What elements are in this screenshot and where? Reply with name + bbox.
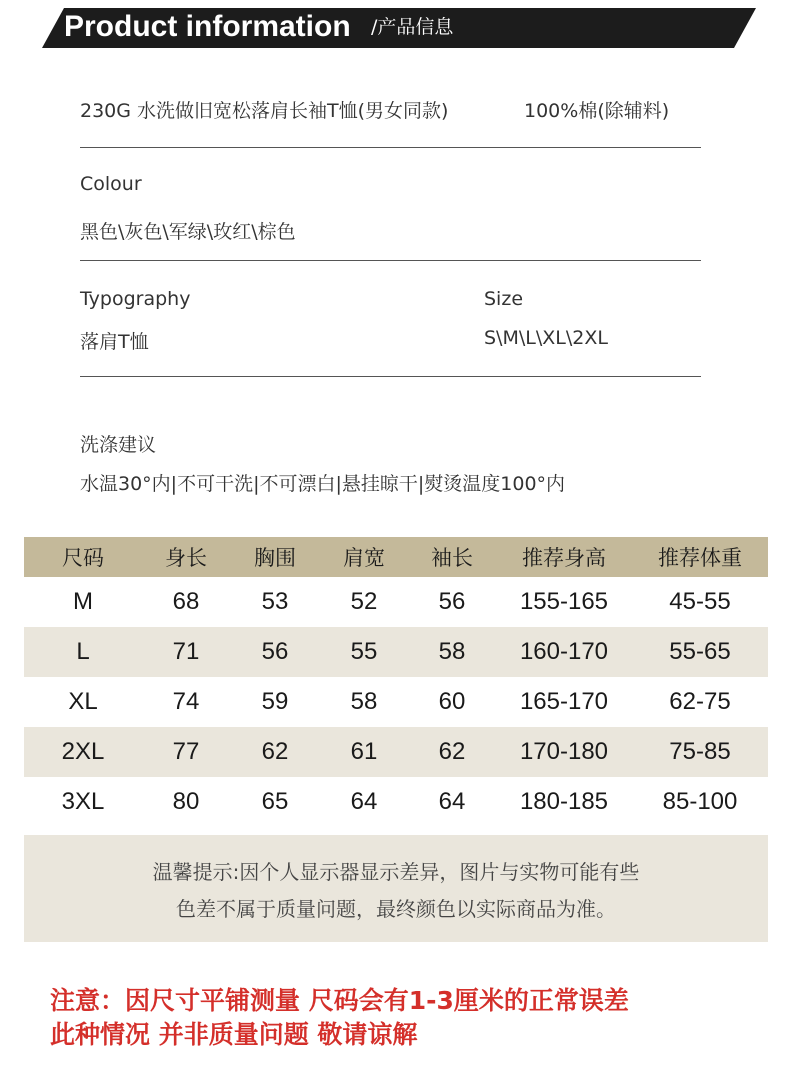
table-row [24,577,768,627]
header-sleeve: 袖长 [408,537,496,577]
tips-line-2: 色差不属于质量问题，最终颜色以实际商品为准。 [176,897,616,921]
cell: 55-65 [632,627,768,677]
size-value: S\M\L\XL\2XL [484,327,608,349]
table-row [24,727,768,777]
cell: 56 [438,588,466,615]
header-weight: 推荐体重 [632,537,768,577]
table-row [24,627,768,677]
table-header-row [24,537,768,577]
page-title: Product information [64,10,351,43]
washing-label: 洗涤建议 [80,434,157,456]
tips-box [24,835,768,942]
colour-label: Colour [80,173,142,195]
divider [80,376,701,377]
cell: 64 [438,788,466,815]
header-height: 推荐身高 [496,537,632,577]
tips-line-1: 温馨提示:因个人显示器显示差异，图片与实物可能有些 [152,860,640,884]
cell: 55 [320,627,408,677]
cell: 65 [261,788,289,815]
header-shoulder: 肩宽 [320,537,408,577]
cell: 62 [408,727,496,777]
size-chart-table [24,537,768,827]
cell: 58 [408,627,496,677]
cell: 155-165 [519,588,609,615]
cell: 160-170 [496,627,632,677]
cell: 61 [320,727,408,777]
cell: XL [68,688,98,715]
washing-value: 水温30°内|不可干洗|不可漂白|悬挂晾干|熨烫温度100°内 [80,473,566,495]
cell: 85-100 [662,788,738,815]
cell: 56 [230,627,320,677]
table-row [24,777,768,827]
cell: 77 [142,727,230,777]
divider [80,147,701,148]
page-subtitle: /产品信息 [371,16,454,38]
typography-value: 落肩T恤 [80,331,149,353]
notice-line-1: 注意：因尺寸平铺测量 尺码会有1-3厘米的正常误差 [50,986,629,1015]
cell: 45-55 [669,588,731,615]
table-row [24,677,768,727]
header-size: 尺码 [24,537,142,577]
cell: 2XL [24,727,142,777]
cell: 60 [438,688,466,715]
cell: 71 [142,627,230,677]
product-material: 100%棉(除辅料) [524,100,670,122]
cell: 80 [172,788,200,815]
cell: 170-180 [496,727,632,777]
cell: 68 [172,588,200,615]
cell: 74 [172,688,200,715]
header-chest: 胸围 [230,537,320,577]
colour-value: 黑色\灰色\军绿\玫红\棕色 [80,221,296,243]
cell: 59 [261,688,289,715]
cell: M [73,588,93,615]
cell: 62-75 [669,688,731,715]
notice-line-2: 此种情况 并非质量问题 敬请谅解 [50,1020,418,1049]
divider [80,260,701,261]
cell: 62 [230,727,320,777]
cell: 52 [350,588,378,615]
cell: 53 [261,588,289,615]
header-length: 身长 [142,537,230,577]
cell: 3XL [61,788,105,815]
cell: 180-185 [519,788,609,815]
cell: 165-170 [519,688,609,715]
cell: L [24,627,142,677]
product-name: 230G 水洗做旧宽松落肩长袖T恤(男女同款) [80,100,449,122]
size-label: Size [484,288,524,310]
typography-label: Typography [80,288,191,310]
cell: 75-85 [632,727,768,777]
cell: 64 [350,788,378,815]
cell: 58 [350,688,378,715]
